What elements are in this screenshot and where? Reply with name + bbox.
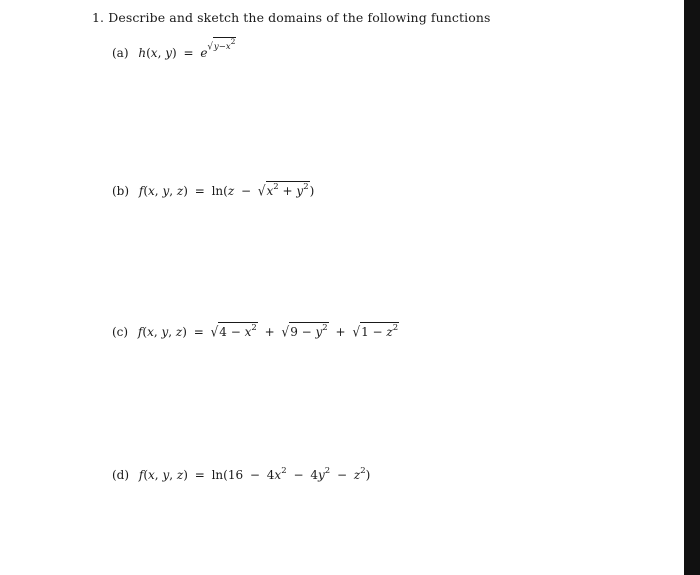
part-d (112, 466, 370, 482)
right-edge-bar (684, 0, 700, 575)
part-a-formula: h(x, y) = e√y−x2 (138, 37, 236, 60)
part-a (112, 37, 236, 60)
part-d-label: (d) (112, 468, 130, 482)
part-a-label: (a) (112, 46, 129, 60)
part-c-label: (c) (112, 325, 129, 339)
part-b-label: (b) (112, 184, 130, 198)
part-c (112, 322, 399, 339)
question-heading: 1. Describe and sketch the domains of the following functions (92, 10, 491, 25)
part-c-formula: f(x, y, $z) = √4 - x^2 + √9 - y^2 + √1 - z^2$ (137, 323, 399, 341)
part-b (112, 181, 314, 198)
part-d-formula: f(x, y, $z) = \ln(16 - 4x^2 - 4y^2 - z^2)$ (138, 466, 371, 482)
part-b-formula: f(x, y, $z) = \ln(z - √x^2 + y^2)$ (138, 182, 315, 200)
